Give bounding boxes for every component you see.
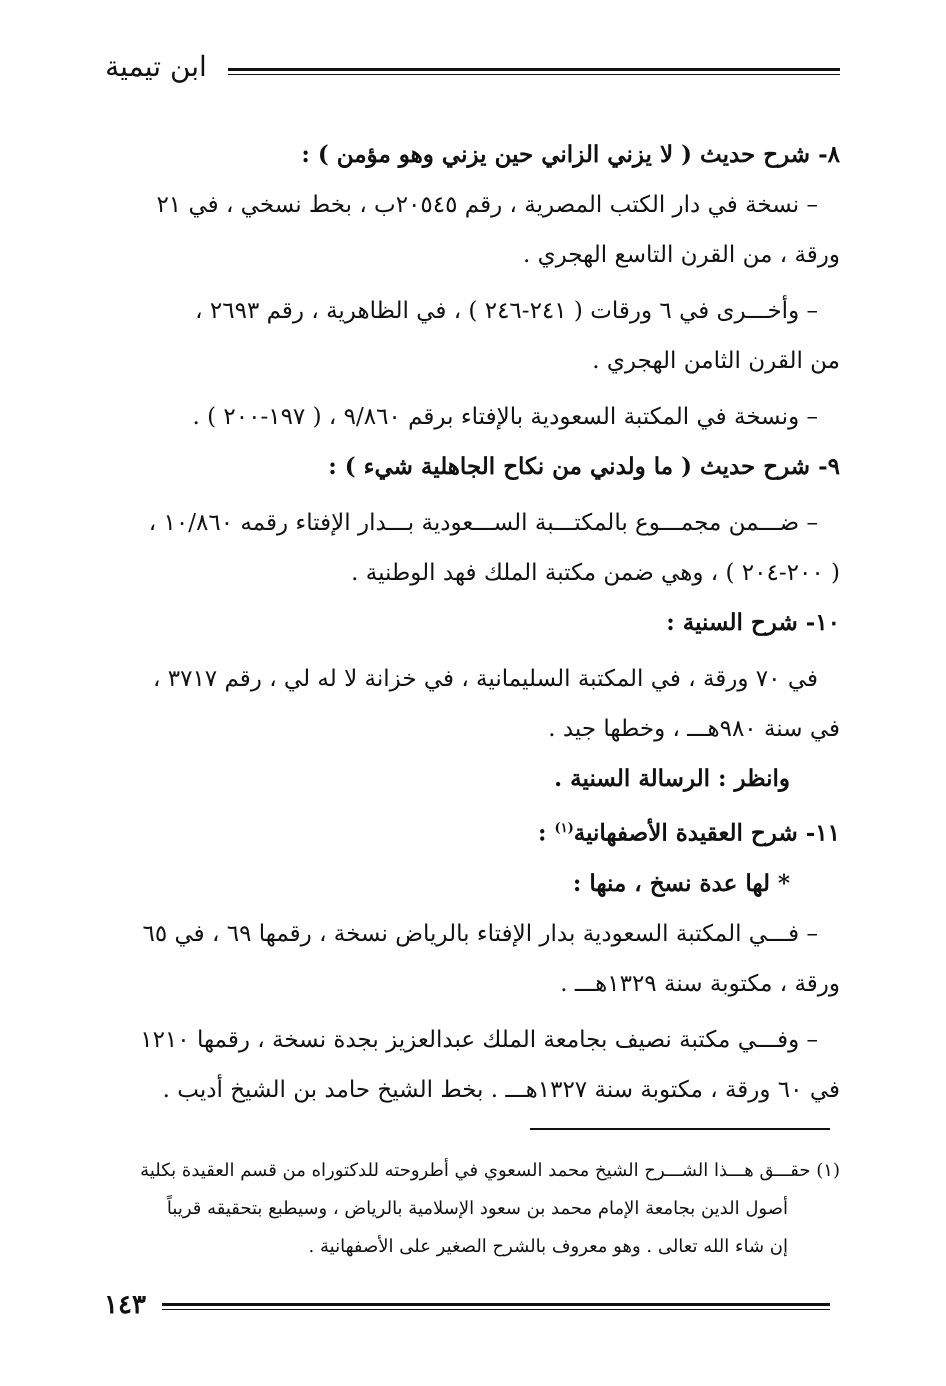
main-text — [84, 130, 840, 1115]
section-8-heading: ٨- شرح حديث ( لا يزني الزاني حين يزني وهو مؤمن ) : — [301, 141, 840, 168]
section-9-item-1-line-2: ( ٢٠٠-٢٠٤ ) ، وهي ضمن مكتبة الملك فهد الوطنية . — [351, 560, 840, 586]
section-11-heading-colon: : — [537, 819, 555, 847]
section-11-item-2-line-1: – وفـــي مكتبة نصيف بجامعة الملك عبدالعزيز بجدة نسخة ، رقمها ١٢١٠ — [140, 1026, 818, 1053]
section-11-heading-text: ١١- شرح العقيدة الأصفهانية — [573, 819, 840, 847]
section-8-item-2-line-1: – وأخـــرى في ٦ ورقات ( ٢٤١-٢٤٦ ) ، في الظاهرية ، رقم ٢٦٩٣ ، — [195, 298, 818, 324]
footer-rule — [162, 1303, 830, 1310]
footnotes — [84, 1152, 840, 1266]
section-10-heading: ١٠- شرح السنية : — [666, 609, 840, 636]
section-11-item-2-line-2: في ٦٠ ورقة ، مكتوبة سنة ١٣٢٧هـــ . بخط الشيخ حامد بن الشيخ أديب . — [162, 1076, 840, 1103]
section-8-item-1-line-1: – نسخة في دار الكتب المصرية ، رقم ٢٠٥٤٥ب ، بخط نسخي ، في ٢١ — [156, 192, 818, 218]
section-8-item-3-line-1: – ونسخة في المكتبة السعودية بالإفتاء برقم ٩/٨٦٠ ، ( ١٩٧-٢٠٠ ) . — [192, 404, 818, 430]
section-11-item-1-line-2: ورقة ، مكتوبة سنة ١٣٢٩هـــ . — [560, 970, 840, 997]
section-10-item-1-line-2: في سنة ٩٨٠هـــ ، وخطها جيد . — [548, 716, 840, 742]
footnote-1-line-3: إن شاء الله تعالى . وهو معروف بالشرح الصغير على الأصفهانية . — [308, 1236, 788, 1257]
footnote-reference: (١) — [554, 821, 574, 836]
section-9-item-1-line-1: – ضـــمن مجمـــوع بالمكتـــبة الســـعودية بـــدار الإفتاء رقمه ١٠/٨٦٠ ، — [148, 510, 818, 536]
section-9-heading: ٩- شرح حديث ( ما ولدني من نكاح الجاهلية شيء ) : — [328, 453, 840, 480]
section-10-item-1-line-1: في ٧٠ ورقة ، في المكتبة السليمانية ، في خزانة لا له لي ، رقم ٣٧١٧ ، — [153, 666, 818, 692]
page-number: ١٤٣ — [104, 1290, 146, 1320]
section-11-note: * لها عدة نسخ ، منها : — [572, 869, 790, 897]
footnote-1-line-2: أصول الدين بجامعة الإمام محمد بن سعود الإسلامية بالرياض ، وسيطبع بتحقيقه قريباً — [166, 1198, 788, 1219]
footnote-separator — [530, 1128, 830, 1130]
section-11-heading — [84, 804, 840, 859]
section-11-item-1-line-1: – فـــي المكتبة السعودية بدار الإفتاء بالرياض نسخة ، رقمها ٦٩ ، في ٦٥ — [142, 920, 818, 947]
running-header-title: ابن تيمية — [105, 50, 207, 83]
header-rule — [228, 68, 840, 75]
section-8-item-1-line-2: ورقة ، من القرن التاسع الهجري . — [523, 242, 840, 268]
section-10-see-also: وانظر : الرسالة السنية . — [554, 765, 790, 792]
section-8-item-2-line-2: من القرن الثامن الهجري . — [592, 348, 840, 374]
footnote-1-line-1: (١) حقـــق هـــذا الشـــرح الشيخ محمد السعوي في أطروحته للدكتوراه من قسم العقيدة بكلية — [140, 1160, 840, 1181]
